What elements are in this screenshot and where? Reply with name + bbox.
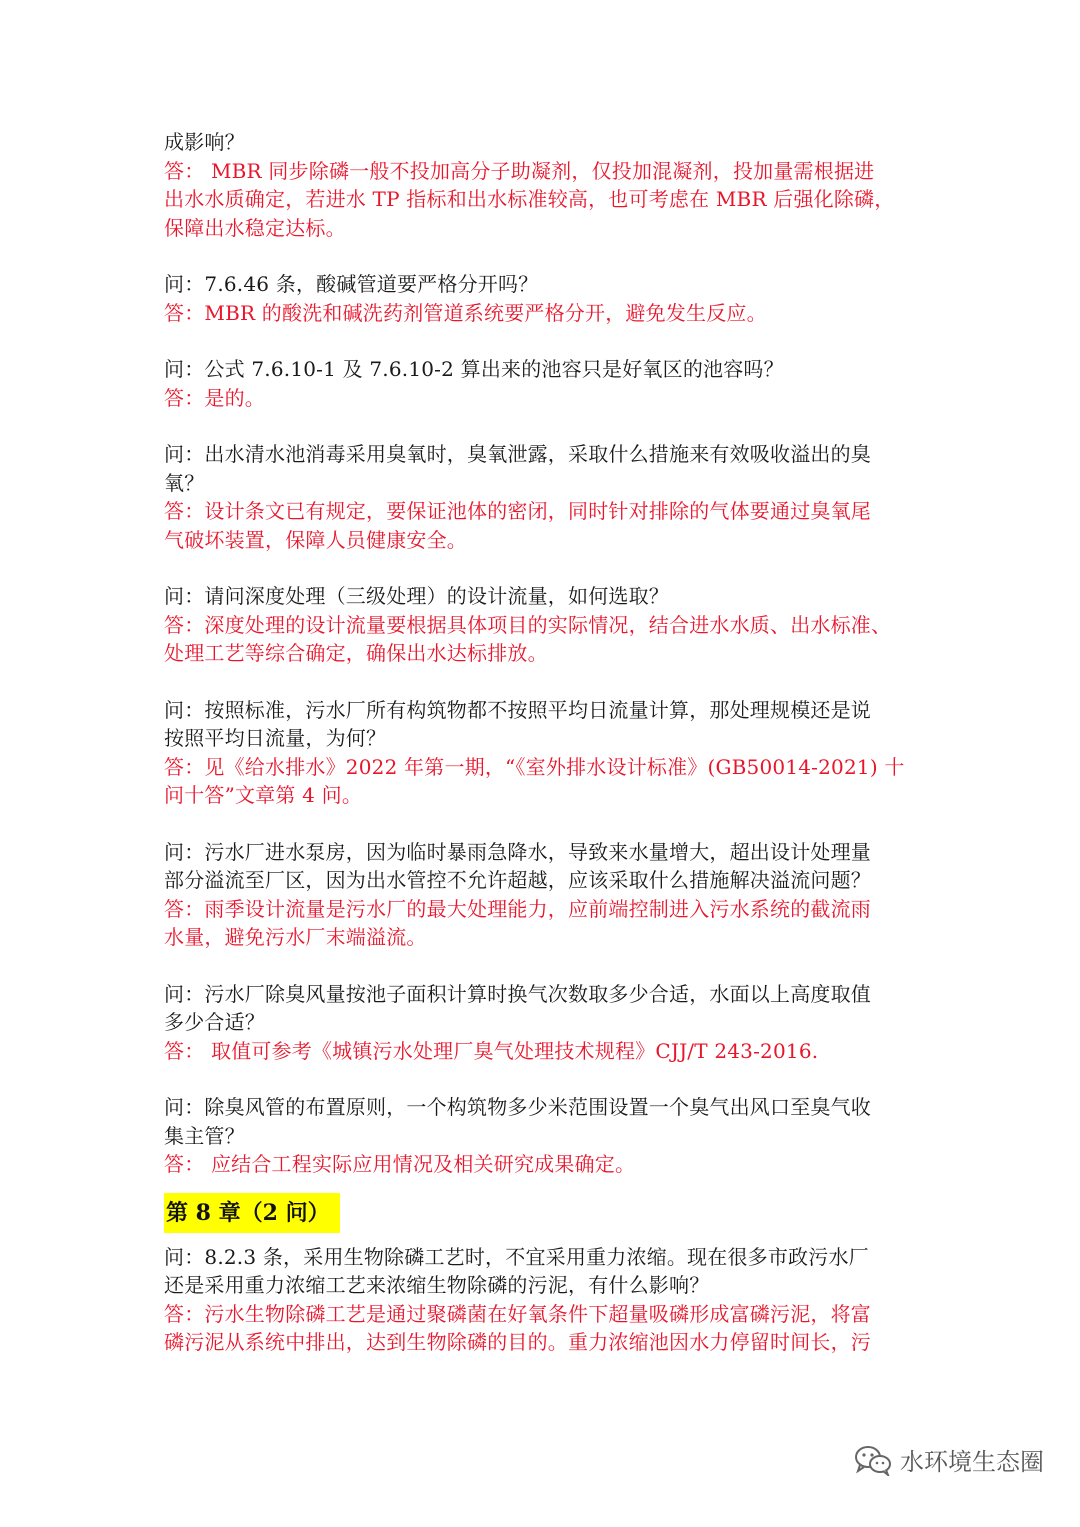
paragraph-gap xyxy=(164,810,924,838)
answer-line: 答：是的。 xyxy=(164,385,265,410)
watermark-text: 水环境生态圈 xyxy=(900,1448,1044,1476)
watermark xyxy=(854,1442,1044,1477)
question-line: 问：公式 7.6.10-1 及 7.6.10-2 算出来的池容只是好氧区的池容吗？ xyxy=(164,357,784,381)
chapter-heading: 第 8 章（2 问） xyxy=(164,1193,340,1233)
answer-line: 处理工艺等综合确定，确保出水达标排放。 xyxy=(164,641,548,665)
question-line: 问：污水厂进水泵房，因为临时暴雨急降水，导致来水量增大，超出设计处理量 xyxy=(164,839,871,864)
question-line: 氧？ xyxy=(164,470,205,495)
paragraph-gap xyxy=(164,1065,924,1093)
answer-line: 磷污泥从系统中排出，达到生物除磷的目的。重力浓缩池因水力停留时间长，污 xyxy=(164,1330,871,1354)
question-line: 部分溢流至厂区，因为出水管控不允许超越，应该采取什么措施解决溢流问题？ xyxy=(164,868,871,892)
question-line: 成影响？ xyxy=(164,130,245,154)
paragraph-gap xyxy=(164,554,924,582)
answer-line: 出水水质确定，若进水 TP 指标和出水标准较高，也可考虑在 MBR 后强化除磷， xyxy=(164,187,895,211)
question-line: 按照平均日流量，为何？ xyxy=(164,726,387,750)
question-line: 问：按照标准，污水厂所有构筑物都不按照平均日流量计算，那处理规模还是说 xyxy=(164,697,871,722)
question-line: 问：7.6.46 条，酸碱管道要严格分开吗？ xyxy=(164,272,539,296)
answer-line: 答：深度处理的设计流量要根据具体项目的实际情况，结合进水水质、出水标准、 xyxy=(164,612,892,637)
chapter-heading-wrap xyxy=(164,1193,924,1233)
answer-line: 答：见《给水排水》2022 年第一期，“《室外排水设计标准》(GB50014-2021) 十 xyxy=(164,754,905,779)
answer-line: 答： 取值可参考《城镇污水处理厂臭气处理技术规程》CJJ/T 243-2016. xyxy=(164,1038,819,1063)
answer-line: 水量，避免污水厂末端溢流。 xyxy=(164,925,427,949)
paragraph-gap xyxy=(164,952,924,980)
answer-line: 保障出水稳定达标。 xyxy=(164,215,346,240)
answer-line: 答： 应结合工程实际应用情况及相关研究成果确定。 xyxy=(164,1152,636,1176)
question-line: 多少合适？ xyxy=(164,1010,265,1034)
question-line: 问：出水清水池消毒采用臭氧时，臭氧泄露，采取什么措施来有效吸收溢出的臭 xyxy=(164,442,871,466)
question-line: 问：除臭风管的布置原则，一个构筑物多少米范围设置一个臭气出风口至臭气收 xyxy=(164,1095,871,1119)
question-line: 问：请问深度处理（三级处理）的设计流量，如何选取？ xyxy=(164,584,669,608)
paragraph-gap xyxy=(164,327,924,355)
answer-line: 答：污水生物除磷工艺是通过聚磷菌在好氧条件下超量吸磷形成富磷污泥，将富 xyxy=(164,1301,871,1326)
paragraph-gap xyxy=(164,412,924,440)
question-line: 还是采用重力浓缩工艺来浓缩生物除磷的污泥，有什么影响？ xyxy=(164,1273,710,1297)
answer-line: 气破坏装置，保障人员健康安全。 xyxy=(164,527,467,552)
question-line: 问：8.2.3 条，采用生物除磷工艺时，不宜采用重力浓缩。现在很多市政污水厂 xyxy=(164,1244,869,1269)
paragraph-gap xyxy=(164,242,924,270)
answer-line: 答：雨季设计流量是污水厂的最大处理能力，应前端控制进入污水系统的截流雨 xyxy=(164,896,871,921)
answer-line: 答：设计条文已有规定，要保证池体的密闭，同时针对排除的气体要通过臭氧尾 xyxy=(164,499,871,523)
document-body xyxy=(164,128,924,1357)
wechat-icon xyxy=(854,1444,892,1476)
question-line: 集主管？ xyxy=(164,1123,245,1148)
paragraph-gap xyxy=(164,668,924,696)
answer-line: 问十答”文章第 4 问。 xyxy=(164,783,363,807)
answer-line: 答： MBR 同步除磷一般不投加高分子助凝剂，仅投加混凝剂，投加量需根据进 xyxy=(164,158,875,183)
answer-line: 答：MBR 的酸洗和碱洗药剂管道系统要严格分开，避免发生反应。 xyxy=(164,300,767,325)
question-line: 问：污水厂除臭风量按池子面积计算时换气次数取多少合适，水面以上高度取值 xyxy=(164,981,871,1006)
